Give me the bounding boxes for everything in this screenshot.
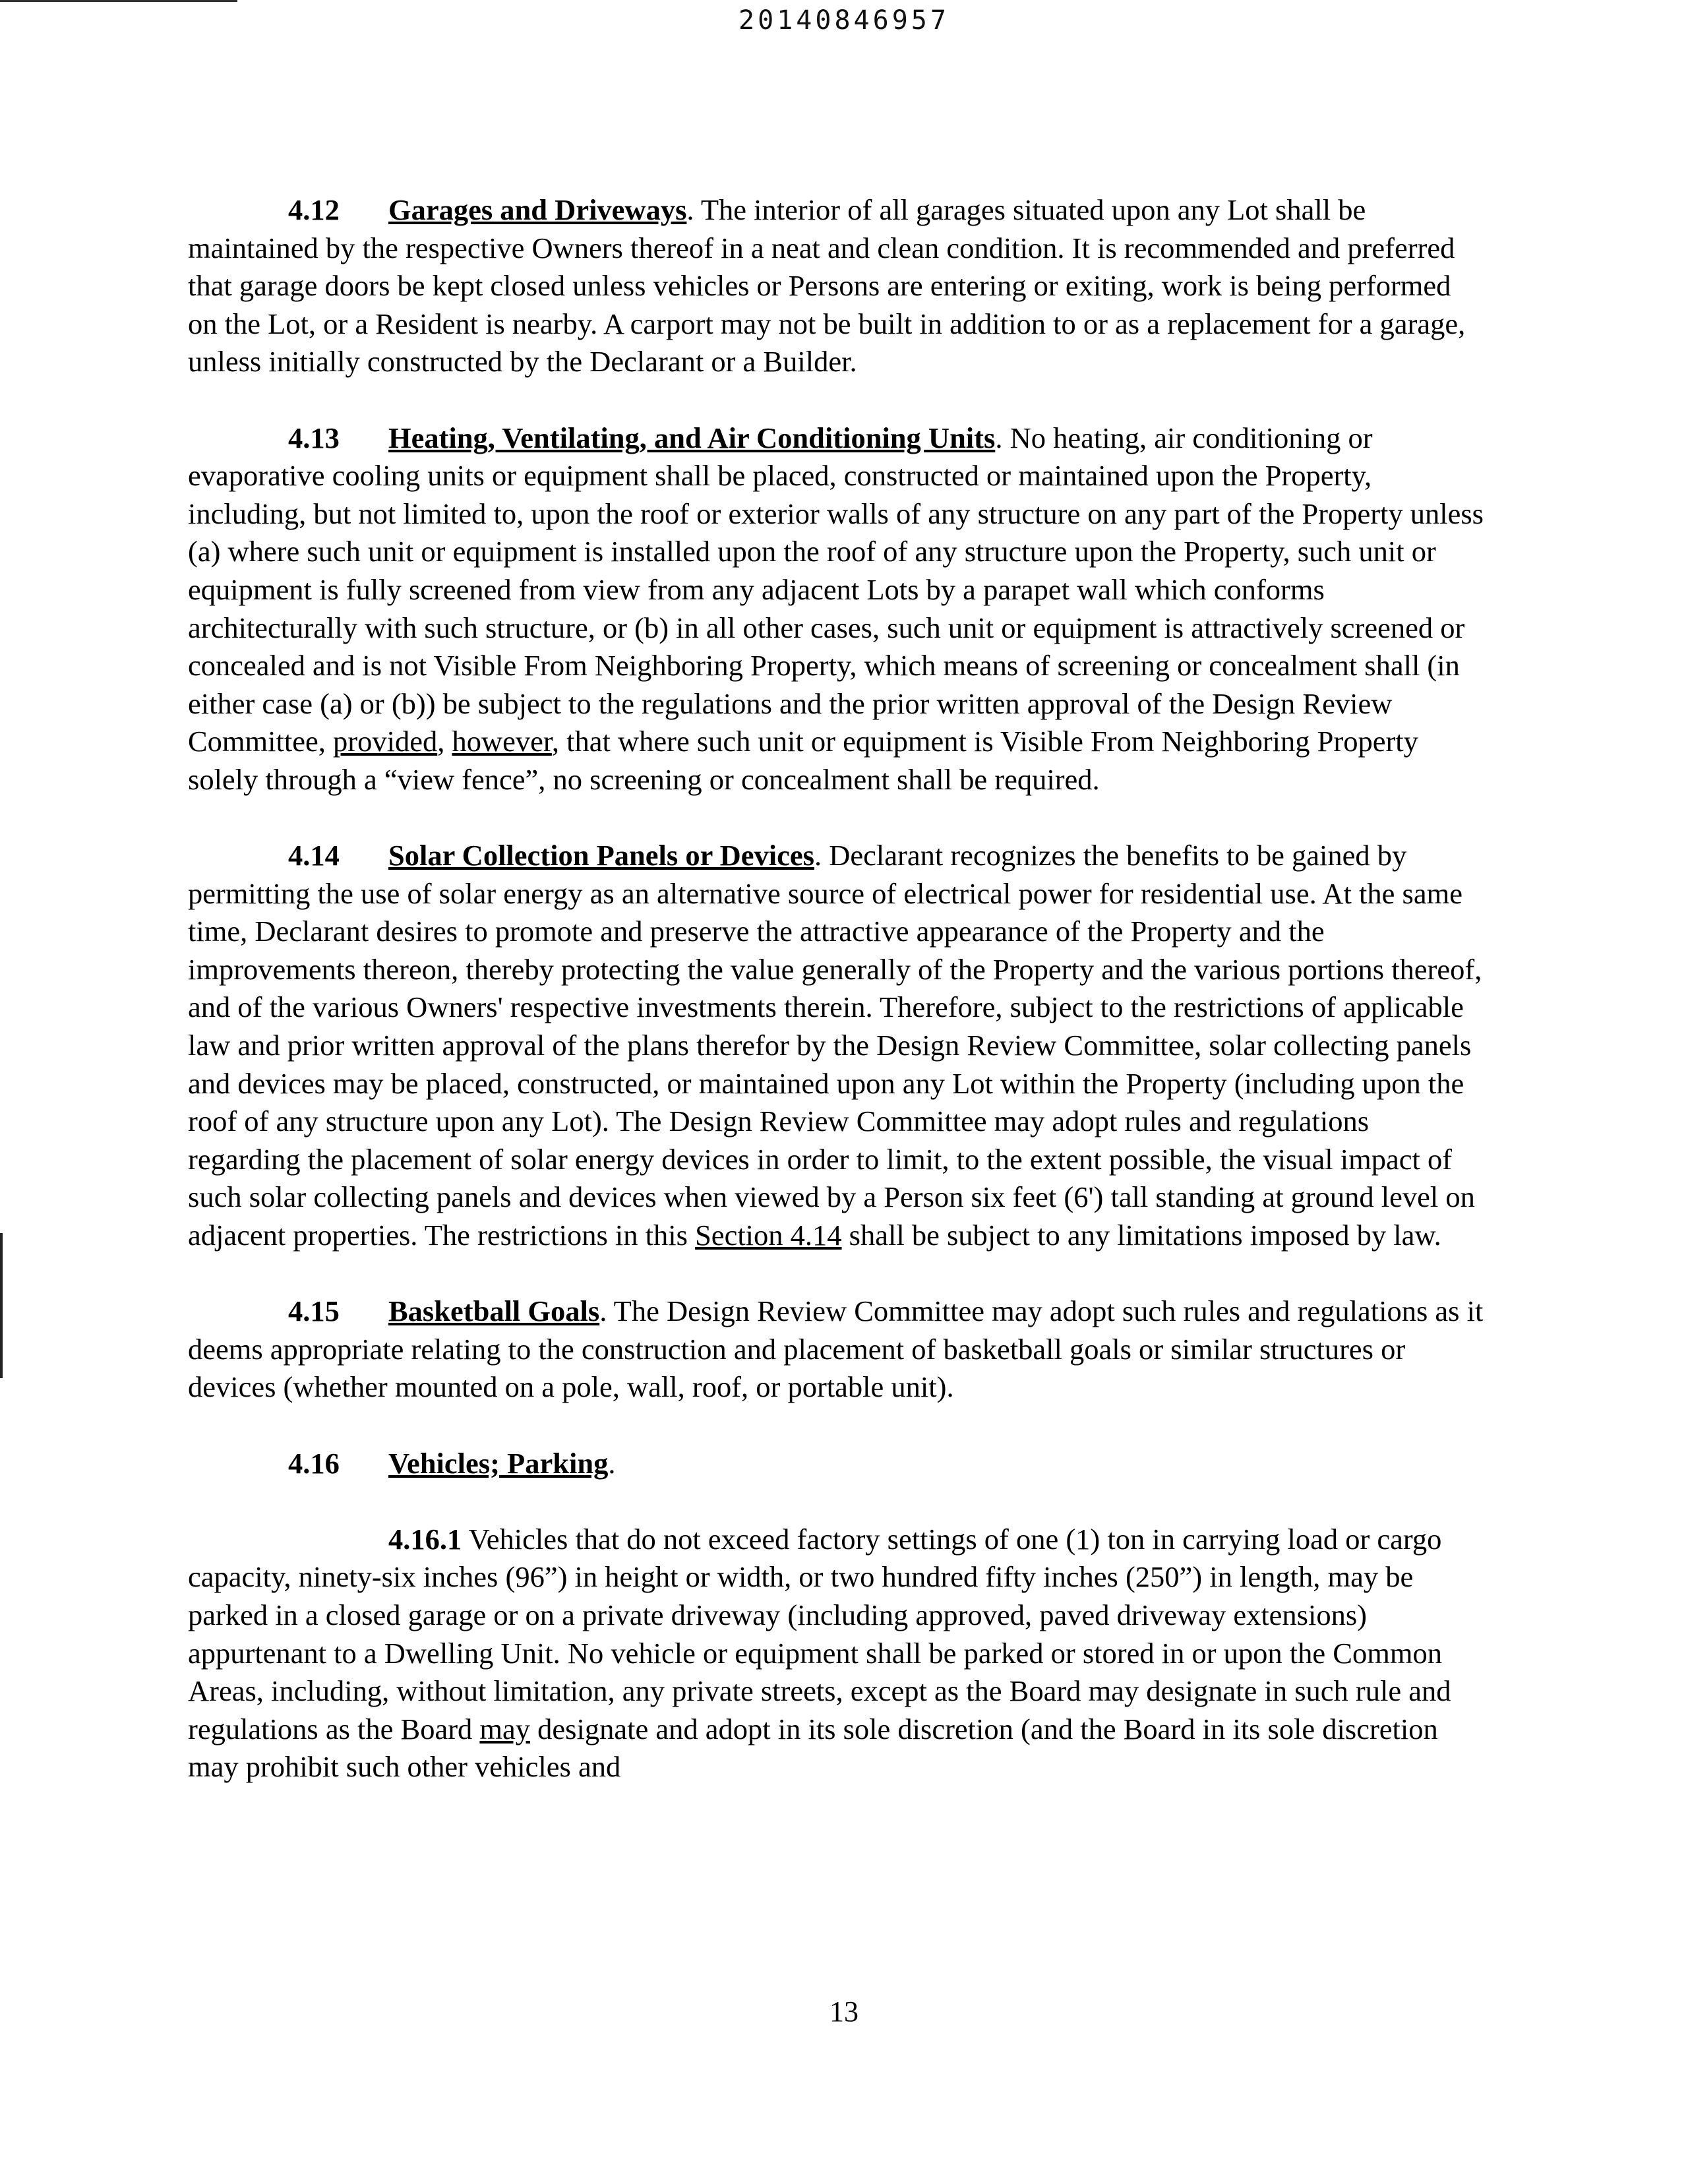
section-heading: Basketball Goals bbox=[388, 1294, 600, 1328]
section-heading: Vehicles; Parking bbox=[388, 1446, 609, 1480]
section-number: 4.16 bbox=[288, 1446, 340, 1480]
section-number: 4.14 bbox=[288, 839, 340, 872]
underlined-term: provided bbox=[333, 725, 438, 758]
section-4-13 bbox=[188, 419, 1487, 799]
section-heading: Solar Collection Panels or Devices bbox=[388, 839, 814, 872]
section-text: . The interior of all garages situated upon any Lot shall be maintained by the respective Owners thereof in a neat and clean condition. It is recommended and preferred that garage doors be kept closed unless vehicles or Persons are entering or exiting, work is being performed on the Lot, or a Resident is nearby. A carport may not be built in addition to or as a replacement for a garage, unless initially constructed by the Declarant or a Builder. bbox=[188, 193, 1466, 379]
document-body bbox=[188, 191, 1487, 1825]
section-number: 4.15 bbox=[288, 1294, 340, 1328]
section-4-14 bbox=[188, 837, 1487, 1255]
section-4-12 bbox=[188, 191, 1487, 381]
record-number: 20140846957 bbox=[738, 5, 950, 36]
section-4-16 bbox=[188, 1445, 1487, 1483]
section-text: . bbox=[608, 1446, 616, 1480]
subsection-number: 4.16.1 bbox=[388, 1522, 462, 1556]
section-text: , that where such unit or equipment is Visible From Neighboring Property solely through a “view fence”, no screening or concealment shall be required. bbox=[188, 725, 1418, 796]
section-text: Vehicles that do not exceed factory settings of one (1) ton in carrying load or cargo capacity, ninety-six inches (96”) in height or width, or two hundred fifty inches (250”) in length, may be parked in a closed garage or on a private driveway (including approved, paved driveway extensions) appurtenant to a Dwelling Unit. No vehicle or equipment shall be parked or stored in or upon the Common Areas, including, without limitation, any private streets, except as the Board may designate in such rule and regulations as the Board bbox=[188, 1522, 1451, 1745]
section-number: 4.13 bbox=[288, 421, 340, 454]
section-text: . The Design Review Committee may adopt such rules and regulations as it deems appropriate relating to the construction and placement of basketball goals or similar structures or devices (whether mounted on a pole, wall, roof, or portable unit). bbox=[188, 1294, 1484, 1404]
underlined-term: however bbox=[452, 725, 552, 758]
section-heading: Heating, Ventilating, and Air Conditioning Units bbox=[388, 421, 996, 454]
section-heading: Garages and Driveways bbox=[388, 193, 687, 226]
scan-edge-line bbox=[0, 0, 237, 2]
scan-margin-mark bbox=[0, 1233, 3, 1378]
section-text: designate and adopt in its sole discretion (and the Board in its sole discretion may prohibit such other vehicles and bbox=[188, 1712, 1438, 1784]
section-text: , bbox=[437, 725, 452, 758]
section-reference: Section 4.14 bbox=[695, 1219, 842, 1252]
section-text: . No heating, air conditioning or evaporative cooling units or equipment shall be placed, constructed or maintained upon the Property, including, but not limited to, upon the roof or exterior walls of any structure on any part of the Property unless (a) where such unit or equipment is installed upon the roof of any structure upon the Property, such unit or equipment is fully screened from view from any adjacent Lots by a parapet wall which conforms architecturally with such structure, or (b) in all other cases, such unit or equipment is attractively screened or concealed and is not Visible From Neighboring Property, which means of screening or concealment shall (in either case (a) or (b)) be subject to the regulations and the prior written approval of the Design Review Committee, bbox=[188, 421, 1484, 758]
section-4-15 bbox=[188, 1292, 1487, 1407]
underlined-term: may bbox=[479, 1712, 531, 1745]
section-number: 4.12 bbox=[288, 193, 340, 226]
section-4-16-1 bbox=[188, 1521, 1487, 1786]
section-text: shall be subject to any limitations imposed by law. bbox=[841, 1219, 1441, 1252]
section-text: . Declarant recognizes the benefits to be gained by permitting the use of solar energy as an alternative source of electrical power for residential use. At the same time, Declarant desires to promote and preserve the attractive appearance of the Property and the improvements thereon, thereby protecting the value generally of the Property and the various portions thereof, and of the various Owners' respective investments therein. Therefore, subject to the restrictions of applicable law and prior written approval of the plans therefor by the Design Review Committee, solar collecting panels and devices may be placed, constructed, or maintained upon any Lot within the Property (including upon the roof of any structure upon any Lot). The Design Review Committee may adopt rules and regulations regarding the placement of solar energy devices in order to limit, to the extent possible, the visual impact of such solar collecting panels and devices when viewed by a Person six feet (6') tall standing at ground level on adjacent properties. The restrictions in this bbox=[188, 839, 1482, 1252]
page-number: 13 bbox=[829, 1995, 859, 2028]
